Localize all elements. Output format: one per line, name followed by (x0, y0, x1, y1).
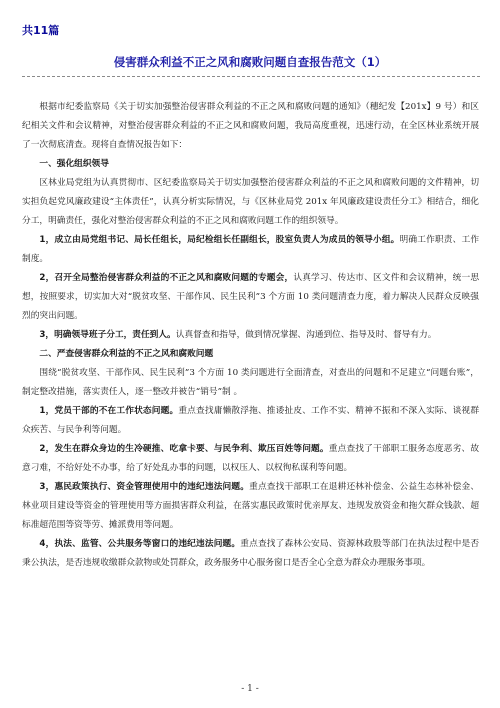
document-body (22, 98, 479, 573)
section-1-paragraph: 区林业局党组为认真贯彻市、区纪委监察局关于切实加强整治侵害群众利益的不正之风和腐败问题的文件精神，切实担负起党风廉政建设“主体责任”，认真分析实际情况，与《区林业局党 201x 年风廉政建设责任分工》相结合，细化分工，明确责任，强化对整治侵害群众利益的不正之风和腐败问题工作的组织领导。 (22, 178, 479, 226)
section-2-heading: 二、严查侵害群众利益的不正之风和腐败问题 (39, 349, 214, 359)
item-text: 重点查找了森林公安局、资源林政股等部门在执法过程中是否秉公执法，是否违规收缴群众款物或处罚群众，政务服务中心服务窗口是否全心全意为群众办理服务事项。 (22, 539, 480, 568)
item-lead: 4，执法、监管、公共服务等窗口的违纪违法问题。 (39, 539, 241, 549)
item-text: 重点查找了干部职工服务态度恶劣、故意刁难，不给好处不办事，给了好处乱办事的问题，以权压人、以权徇私谋利等问题。 (22, 444, 480, 473)
item-lead: 1，成立由局党组书记、局长任组长，局纪检组长任副组长，股室负责人为成员的领导小组。 (39, 235, 400, 245)
item-text: 认真督查和指导，做到情况掌握、沟通到位、指导及时、督导有力。 (175, 330, 437, 340)
section-2-paragraph: 围绕“脱贫攻坚、干部作风、民生民利”3 个方面 10 类问题进行全面清查，对查出的问题和不足建立“问题台账”，制定整改措施，落实责任人，逐一整改并被告“销号”制 。 (22, 368, 479, 397)
section-1-item-1 (22, 231, 479, 269)
section-1-heading: 一、强化组织领导 (39, 159, 109, 169)
document-title: 侵害群众利益不正之风和腐败问题自查报告范文（1） (113, 55, 387, 69)
item-text: 认真学习、传达市、区文件和会议精神，统一思想，按照要求，切实加大对“脱贫攻坚、干部作风、民生民利”3 个方面 10 类问题清查力度，着力解决人民群众反映强烈的突出问题。 (22, 273, 480, 321)
section-1-item-3 (22, 326, 479, 345)
section-2-item-3 (22, 478, 479, 535)
item-lead: 2，召开全局整治侵害群众利益的不正之风和腐败问题的专题会， (39, 273, 294, 283)
page-number: - 1 - (241, 684, 259, 694)
item-lead: 2，发生在群众身边的生冷硬推、吃拿卡要、与民争利、欺压百姓等问题。 (39, 444, 329, 454)
intro-paragraph: 根据市纪委监察局《关于切实加强整治侵害群众利益的不正之风和腐败问题的通知》（穗纪发【201x】9 号）和区纪相关文件和会议精神，对整治侵害群众利益的不正之风和腐败问题，我局高度重视，迅速行动，在全区林业系统开展了一次彻底清查。现将自查情况报告如下： (22, 102, 479, 150)
title-divider (22, 76, 480, 77)
section-2-item-4 (22, 535, 479, 573)
article-count: 共11篇 (22, 24, 60, 37)
section-2-item-2 (22, 440, 479, 478)
item-text: 明确工作职责、工作制度。 (22, 235, 480, 264)
section-2-item-1 (22, 402, 479, 440)
item-lead: 3，明确领导班子分工，责任到人。 (39, 330, 176, 340)
item-text: 重点查找干部职工在退耕还林补偿金、公益生态林补偿金、林业项目建设等资金的管理使用等方面损害群众利益，在落实惠民政策时优亲厚友、违规发放资金和拖欠群众钱款、超标准超范围等资等劳、摊派费用等问题。 (22, 482, 480, 530)
item-text: 重点查找庸懒散浮拖、推诿扯皮、工作不实、精神不振和不深入实际、谈视群众疾苦、与民争利等问题。 (22, 406, 480, 435)
item-lead: 1，党员干部的不在工作状态问题。 (39, 406, 179, 416)
item-lead: 3，惠民政策执行、资金管理使用中的违纪违法问题。 (39, 482, 250, 492)
section-1-item-2 (22, 269, 479, 326)
